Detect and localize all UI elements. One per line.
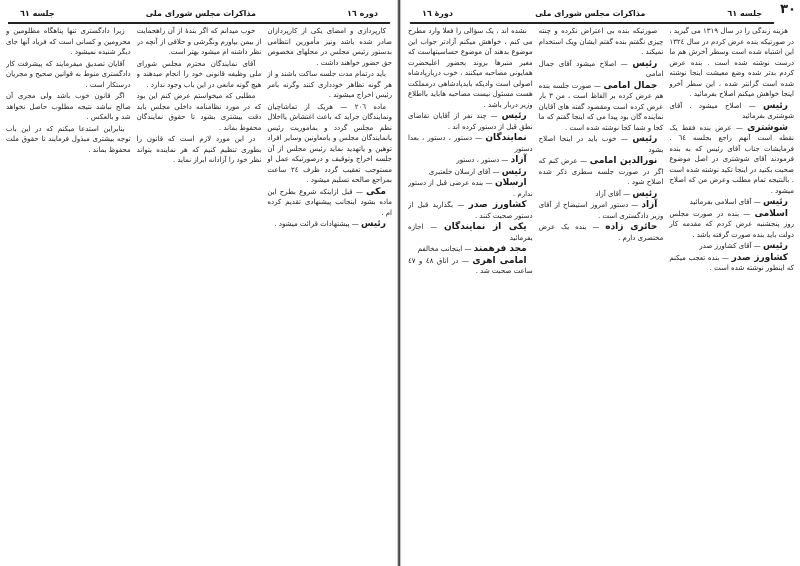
paragraph-text: آقای نمایندگان محترم مجلس شورای ملی وظیفه قانونی خود را انجام میدهند و هیچ گونه مانعی در این باب وجود ندارد . <box>136 59 262 89</box>
paragraph <box>669 101 794 122</box>
term-label: دورهٔ ١٦ <box>422 8 453 18</box>
text-column <box>137 26 262 526</box>
paragraph <box>408 222 533 243</box>
speaker-name: رئیس <box>632 134 658 144</box>
speaker-name: رئیس <box>763 241 788 251</box>
paragraph-text: — خوب باید در اینجا اصلاح بشود <box>538 135 664 154</box>
paragraph-text: کارپردازی و امضای یکی از کارپردازان صادر شده باشد ونیز مأمورین انتظامی بدستور رئیس مجلس در محلهای مخصوص حق حضور خواهند داشت . <box>267 27 392 67</box>
paragraph-text: در این مورد لازم است که قانون را بطوری تنظیم کنیم که هر نماینده بتواند نظر خود را آزادانه ابراز نماید . <box>136 135 262 164</box>
speaker-name: نمایندگان <box>485 133 527 143</box>
paragraph <box>539 59 664 80</box>
text-column <box>408 26 533 526</box>
paragraph-text: — عرض بنده فقط یک نقطه است آنهم راجع بجلسه ٦٤ . فرمایشات جناب آقای رئیس که به بنده فرمودند آقای شوشتری در اصل موضوع صحبت بکنید در اینجا تکید نوشته شده است . بالنتیجه تمام مطلب وعرض من که اصلاح میشود . <box>669 123 794 195</box>
term-label: دوره ١٦ <box>347 8 378 18</box>
speaker-name: رئیس <box>632 58 658 69</box>
paragraph <box>669 241 794 252</box>
paragraph <box>408 26 533 110</box>
paragraph <box>669 26 794 100</box>
paragraph <box>267 219 392 230</box>
paragraph <box>6 26 131 58</box>
paragraph <box>137 26 262 58</box>
paragraph-text: — عرض کنم که اگر در صورت جلسه سطری ذکر شده اصلاح شود . <box>538 157 664 186</box>
speaker-name: کشاورز صدر <box>731 252 788 263</box>
paragraph <box>6 59 131 91</box>
speaker-name: رئیس <box>501 111 527 121</box>
paragraph-text: اگر قانون خوب باشد ولی مجری آن صالح نباشد نتیجه مطلوب حاصل نخواهد شد و بالعکس . <box>5 92 131 121</box>
paragraph-text: — پیشنهادات قرائت میشود . <box>274 220 359 228</box>
session-label: جلسه ٦١ <box>20 8 55 18</box>
speaker-name: جمال امامی <box>603 80 658 91</box>
speaker-name: نورالدین امامی <box>589 156 658 166</box>
right-page <box>402 0 800 566</box>
paragraph <box>669 123 794 197</box>
page-number: ٣٠ <box>780 2 796 17</box>
paragraph-text: — بنده تعجب میکنم که اینطور نوشته شده است . <box>669 253 794 272</box>
text-column <box>267 26 392 526</box>
paragraph-text: — اجازه بفرمائید <box>407 223 533 242</box>
paragraph-text: ماده ٢٠٦ — هریک از تماشاچیان ونمایندگان جراید که باعث اغتشاش یااخلال نظم مجلس گردد و بماموریت رئیس یانمایندگان مجلس و یامعاونین وسایر افراد توهین و یاتهدید نماید رئیس مجلس از آن جلسه اخراج وتوقیف و درصورتیکه عمل او مستوجب تعقیب گردد ظرف ٢٤ ساعت بمراجع صالحه تسلیم میشود . <box>267 102 392 184</box>
paragraph <box>669 209 794 241</box>
paragraph-text: — بنده در صورت مجلس روز پنجشنبه عرض کردم که مقدمه کار دولت باید بنده صورت گرفته باشد . <box>669 209 794 239</box>
speaker-name: مکی <box>366 186 386 197</box>
paragraph <box>408 167 533 178</box>
paragraph-text: — آقای ارسلان خلعتبری <box>428 167 500 176</box>
paragraph-text: — چند نفر از آقایان تقاضای نطق قبل از دستور کرده اند . <box>407 112 533 131</box>
proceedings-title: مذاکرات مجلس شورای ملی <box>145 8 256 18</box>
left-page-columns <box>6 26 392 526</box>
paragraph <box>408 178 533 199</box>
paragraph-text: صورتیکه بنده بی اعتراض نکرده و چنته چیزی نگفتم بنده گفتم ایشان ویک استخدام نمیکند . <box>538 27 664 56</box>
speaker-name: رئیس <box>763 100 788 111</box>
paragraph <box>539 81 664 134</box>
paragraph <box>669 253 794 274</box>
paragraph-text: — صورت جلسه بنده هم عرض کرده بر الفاظ است ، من ٣ بار عرض کرده است ومقصود گفته های آقایان نماینده گان بود پیدا می که اینجا گفتم که ما کجا و شما کجا نوشته شده است . <box>538 81 664 132</box>
paragraph-text: — دستور ، دستور ، بعدا دستور <box>407 134 533 153</box>
paragraph-text: — بنده عرضی قبل از دستور ندارم . <box>407 179 533 198</box>
paragraph-text: — آقای اسلامی بفرمائید <box>689 198 761 206</box>
paragraph-text: — بنده یک عرض مختصری دارم . <box>538 223 664 242</box>
paragraph <box>408 133 533 154</box>
paragraph <box>408 244 533 255</box>
text-column <box>6 26 131 526</box>
session-label: جلسه ٦١ <box>727 8 762 18</box>
speaker-name: مجد فرهمند <box>473 244 527 254</box>
speaker-name: رئیس <box>632 188 658 199</box>
speaker-name: آزاد <box>510 155 527 165</box>
paragraph <box>137 91 262 133</box>
right-page-columns <box>408 26 794 526</box>
paragraph <box>137 59 262 91</box>
paragraph <box>539 26 664 58</box>
paragraph <box>408 155 533 166</box>
speaker-name: یکی از نمایندگان <box>443 222 527 232</box>
paragraph-text: آقایان تصدیق میفرمایند که پیشرفت کار دادگستری منوط به قوانین صحیح و مجریان درستکار است . <box>5 59 131 89</box>
speaker-name: رئیس <box>501 166 527 177</box>
paragraph-text: — قبل ازاینکه شروع بطرح این ماده بشود اینجانب پیشنهادی تقدیم کرده ام . <box>267 187 392 217</box>
right-page-header <box>410 6 774 24</box>
paragraph <box>267 26 392 68</box>
paragraph <box>6 124 131 156</box>
paragraph <box>408 256 533 277</box>
proceedings-title: مذاکرات مجلس شورای ملی <box>535 8 646 18</box>
paragraph-text: — دستور امروز استیضاح از آقای وزیر دادگستری است . <box>538 201 664 220</box>
paragraph-text: خوب میدانم که اگر بندهٔ از آن راهحمایت از بیمن بپاورم ونگرشی و حلافی از آنچه در نظر داشته ام میشود بهتر است. <box>136 27 262 56</box>
paragraph <box>669 197 794 208</box>
speaker-name: شوشتری <box>747 122 788 133</box>
paragraph-text: — دستور ، دستور <box>456 156 509 164</box>
left-page <box>0 0 398 566</box>
paragraph-text: — آقای آزاد <box>595 189 631 198</box>
paragraph <box>539 156 664 188</box>
paragraph <box>6 91 131 123</box>
paragraph <box>539 189 664 200</box>
paragraph <box>137 134 262 166</box>
text-column <box>539 26 664 526</box>
paragraph <box>539 200 664 221</box>
speaker-name: کشاورز صدر <box>468 200 527 210</box>
paragraph <box>408 200 533 221</box>
speaker-name: آزاد <box>641 200 658 210</box>
speaker-name: اسلامی <box>754 208 788 219</box>
paragraph-text: — اینجانب مخالفم <box>417 245 472 253</box>
paragraph <box>267 187 392 219</box>
paragraph-text: باید درتمام مدت جلسه ساکت باشند و از هر گونه تظاهر خودداری کنند وگرنه بامر رئیس اخراج میشوند . <box>267 70 392 99</box>
paragraph <box>408 111 533 132</box>
paragraph-text: هزینه زندگی را در سال ١٣١٩ می گیرید ، در صورتیکه بنده عرض کردم در سال ١٣٢٤ این اشتباه شده است وسطر آخرش هم ما درست نوشته شده است . بنده عرض کردم بدتر شده وضع معیشت اینجا نوشته شده است گرانتر شده ، این سطر آخرو اینجا خواهش میکنم اصلاح بفرمائید . <box>669 27 794 98</box>
paragraph <box>267 102 392 186</box>
left-page-header <box>8 6 390 24</box>
paragraph-text: نشده اند ، یک سؤالی را فعلا وارد مطرح می کنم ، خواهش میکنم آزادتر جواب این موضوع بدهند آن موضوع حساسیتهاست که مغیر منبرها بروند بحضور اعلیحضرت همایونی مصاحبه میکنند ، خوب دربارپادشاه اصولی است وادیکه بایدپادشاهی درمملکت هست مسئول نیست مصاحبه هاباید بااطلاع وزیر دربار باشد . <box>407 27 533 109</box>
speaker-name: حائری زاده <box>605 222 658 232</box>
speaker-name: رئیس <box>763 197 788 207</box>
paragraph <box>539 134 664 155</box>
paragraph-text: بنابراین استدعا میکنم که در این باب توجه بیشتری مبذول فرمایند تا حقوق ملت محفوظ بماند . <box>5 124 131 154</box>
speaker-name: رئیس <box>361 219 386 229</box>
paragraph-text: — اصلاح میشود آقای جمال امامی <box>538 59 664 78</box>
paragraph <box>267 69 392 101</box>
paragraph-text: مطلبی که میخواستم عرض کنم این بود که در مورد نظامنامه داخلی مجلس باید دقت بیشتری بشود تا حقوق نمایندگان محفوظ بماند . <box>136 92 262 132</box>
text-column <box>669 26 794 526</box>
paragraph <box>539 222 664 243</box>
paragraph-text: — در اتاق ٤٨ و ٤٧ ساعت صحبت شد . <box>407 256 533 275</box>
paragraph-text: — بگذارید قبل از دستور صحبت کنند . <box>407 201 533 220</box>
paragraph-text: زیرا دادگستری تنها پناهگاه مظلومین و محرومین و کسانی است که فریاد آنها جای دیگر شنیده نمیشود . <box>5 27 131 56</box>
speaker-name: امامی اهری <box>472 255 527 266</box>
speaker-name: ارسلان <box>495 178 527 188</box>
page-fold <box>397 0 401 566</box>
paragraph-text: — آقای کشاورز صدر <box>699 242 761 250</box>
paragraph-text: — اصلاح میشود . آقای شوشتری بفرمائید <box>669 101 794 120</box>
